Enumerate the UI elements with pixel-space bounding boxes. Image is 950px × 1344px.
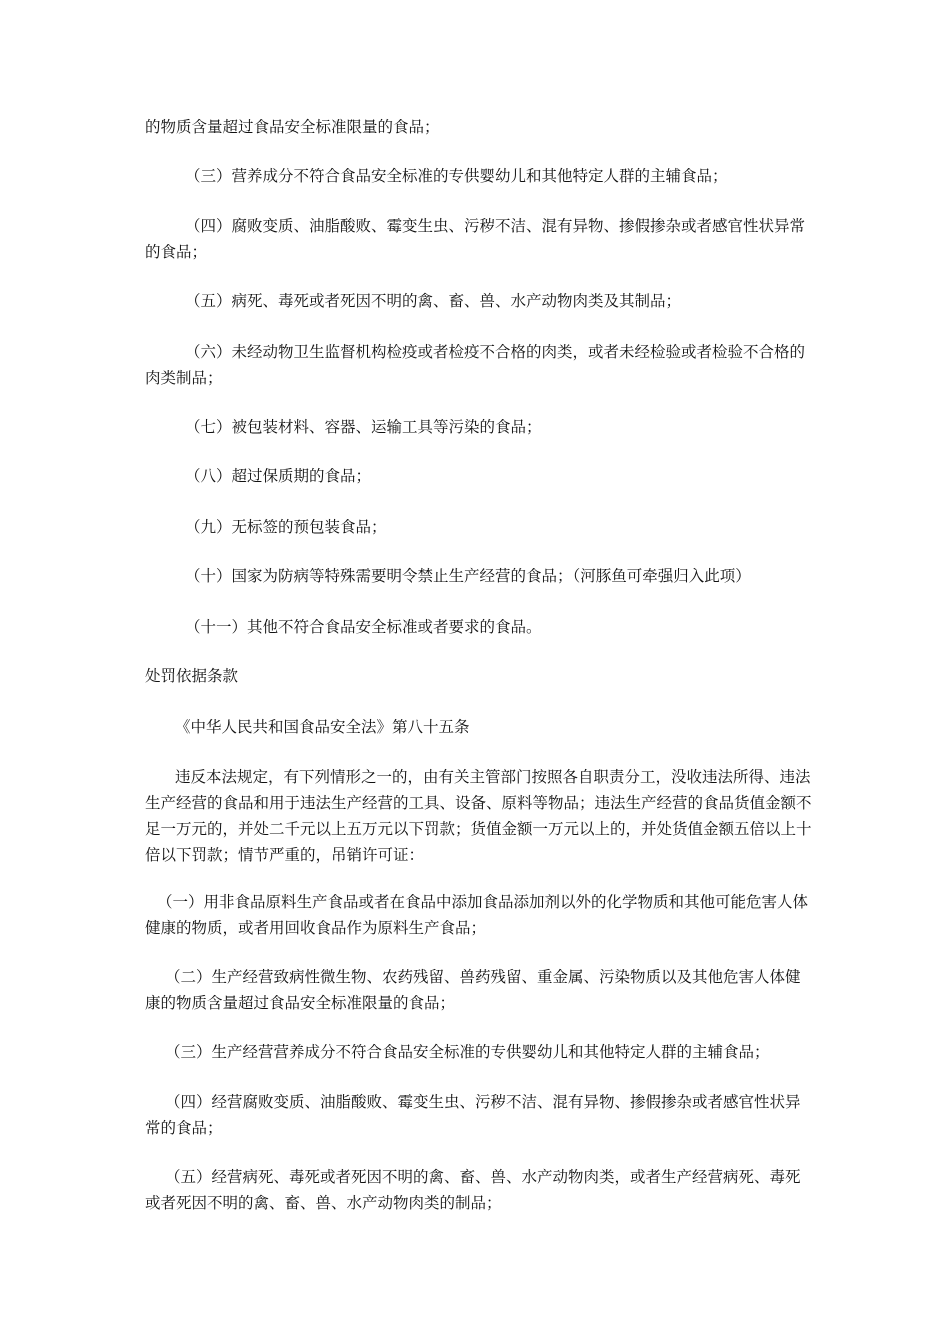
- article-item-3: （三）生产经营营养成分不符合食品安全标准的专供婴幼儿和其他特定人群的主辅食品；: [165, 1043, 770, 1061]
- paragraph-item-8: （八）超过保质期的食品；: [185, 467, 372, 485]
- paragraph-item-7: （七）被包装材料、容器、运输工具等污染的食品；: [185, 418, 542, 436]
- article-item-2: （二）生产经营致病性微生物、农药残留、兽药残留、重金属、污染物质以及其他危害人体健康的物质含量超过食品安全标准限量的食品；: [145, 968, 801, 1012]
- law-article-body: 违反本法规定，有下列情形之一的，由有关主管部门按照各自职责分工，没收违法所得、违法生产经营的食品和用于违法生产经营的工具、设备、原料等物品；违法生产经营的食品货值金额不足一万元的，并处二千元以上五万元以下罚款；货值金额一万元以上的，并处货值金额五倍以上十倍以下罚款；情节严重的，吊销许可证：: [145, 768, 812, 864]
- paragraph-item-11: （十一）其他不符合食品安全标准或者要求的食品。: [185, 618, 542, 636]
- paragraph-continuation: 的物质含量超过食品安全标准限量的食品；: [145, 118, 440, 136]
- paragraph-item-4: （四）腐败变质、油脂酸败、霉变生虫、污秽不洁、混有异物、掺假掺杂或者感官性状异常的食品；: [145, 217, 806, 261]
- article-item-4: （四）经营腐败变质、油脂酸败、霉变生虫、污秽不洁、混有异物、掺假掺杂或者感官性状异常的食品；: [145, 1093, 801, 1137]
- paragraph-item-10: （十）国家为防病等特殊需要明令禁止生产经营的食品；（河豚鱼可牵强归入此项）: [185, 567, 751, 585]
- law-citation: 《中华人民共和国食品安全法》第八十五条: [175, 718, 470, 736]
- article-item-5: （五）经营病死、毒死或者死因不明的禽、畜、兽、水产动物肉类，或者生产经营病死、毒死或者死因不明的禽、畜、兽、水产动物肉类的制品；: [145, 1168, 801, 1212]
- article-item-1: （一）用非食品原料生产食品或者在食品中添加食品添加剂以外的化学物质和其他可能危害人体健康的物质，或者用回收食品作为原料生产食品；: [145, 893, 809, 937]
- paragraph-item-5: （五）病死、毒死或者死因不明的禽、畜、兽、水产动物肉类及其制品；: [185, 292, 682, 310]
- section-heading: 处罚依据条款: [145, 667, 239, 685]
- paragraph-item-3: （三）营养成分不符合食品安全标准的专供婴幼儿和其他特定人群的主辅食品；: [185, 167, 728, 185]
- paragraph-item-6: （六）未经动物卫生监督机构检疫或者检疫不合格的肉类，或者未经检验或者检验不合格的肉类制品；: [145, 343, 806, 387]
- paragraph-item-9: （九）无标签的预包装食品；: [185, 518, 387, 536]
